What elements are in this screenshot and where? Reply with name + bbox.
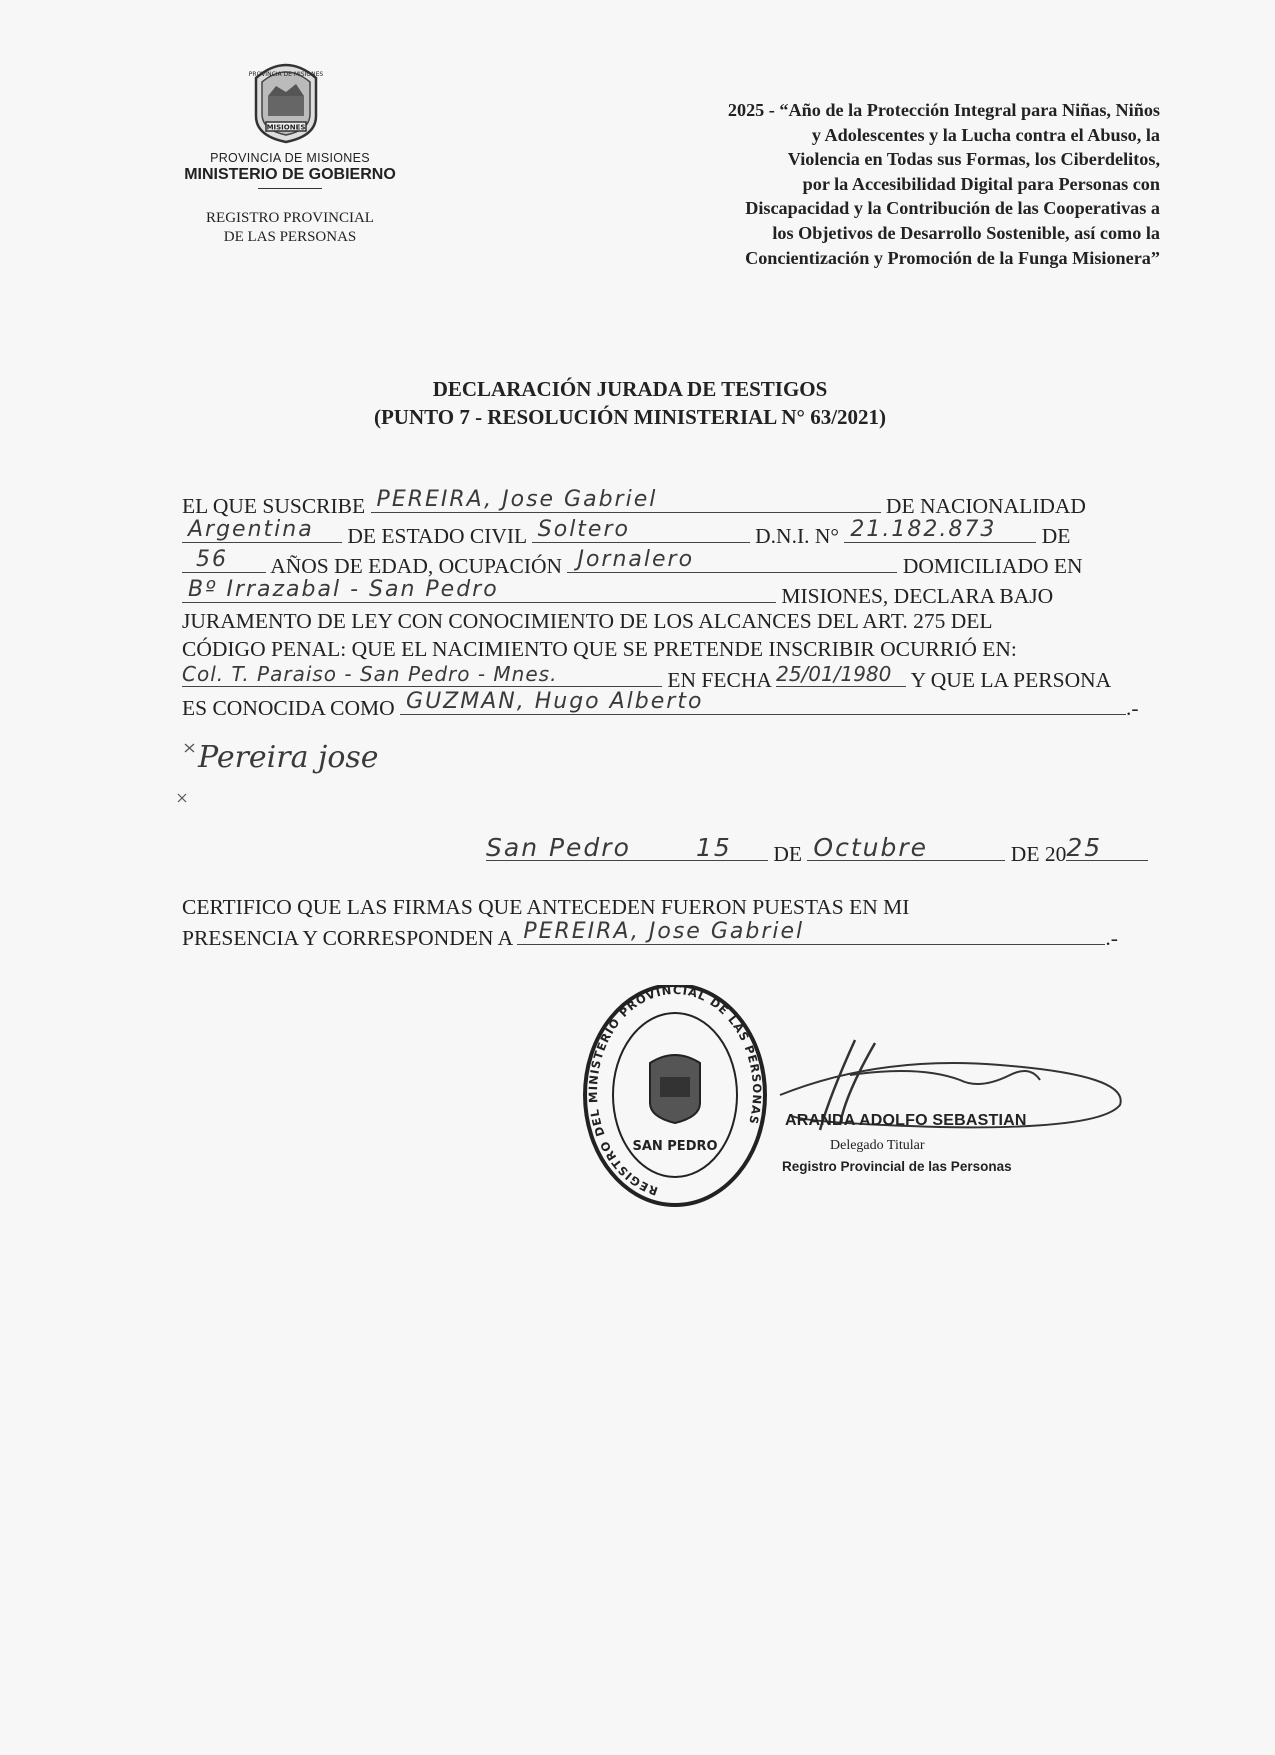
declares-label: MISIONES, DECLARA BAJO xyxy=(781,584,1054,608)
date-de-label: DE xyxy=(773,842,803,866)
registry-label-line2: DE LAS PERSONAS xyxy=(223,229,357,245)
birth-place-value: Col. T. Paraiso - San Pedro - Mnes. xyxy=(182,662,558,686)
signatory-organization: Registro Provincial de las Personas xyxy=(782,1159,1012,1174)
nationality-value: Argentina xyxy=(188,517,314,542)
birth-date-field xyxy=(776,662,906,687)
civil-status-label: DE ESTADO CIVIL xyxy=(347,524,527,548)
known-person-label: Y QUE LA PERSONA xyxy=(910,668,1112,692)
cert-name-field xyxy=(517,920,1105,945)
age-occupation-label: AÑOS DE EDAD, OCUPACIÓN xyxy=(270,554,563,578)
birth-place-field xyxy=(182,662,662,687)
divider xyxy=(258,188,322,189)
registry-label-line1: REGISTRO PROVINCIAL xyxy=(206,210,374,226)
official-stamp xyxy=(580,985,770,1215)
occupation-value: Jornalero xyxy=(577,547,695,572)
known-as-field xyxy=(400,690,1126,715)
birth-date-label: EN FECHA xyxy=(667,668,771,692)
known-as-label: ES CONOCIDA COMO xyxy=(182,696,395,720)
age-field xyxy=(182,548,266,573)
civil-status-value: Soltero xyxy=(537,517,630,542)
dni-field xyxy=(844,518,1036,543)
motto-line: Violencia en Todas sus Formas, los Ciberdelitos, xyxy=(787,149,1160,170)
motto-line: Concientización y Promoción de la Funga Misionera” xyxy=(745,247,1160,268)
document-subtitle: (PUNTO 7 - RESOLUCIÓN MINISTERIAL N° 63/2021) xyxy=(373,405,887,429)
address-value: Bº Irrazabal - San Pedro xyxy=(188,577,499,602)
birth-date-value: 25/01/1980 xyxy=(776,662,892,686)
motto-line: los Objetivos de Desarrollo Sostenible, así como la xyxy=(772,222,1160,243)
year-motto xyxy=(540,98,1160,270)
civil-status-field xyxy=(532,518,750,543)
occupation-field xyxy=(567,548,897,573)
province-label: PROVINCIA DE MISIONES xyxy=(210,151,370,165)
signatory-name: ARANDA ADOLFO SEBASTIAN xyxy=(785,1112,1027,1129)
stamp-crest-icon xyxy=(650,1055,700,1123)
day-value: 15 xyxy=(696,833,732,862)
dni-de-label: DE xyxy=(1041,524,1071,548)
form-line-1 xyxy=(182,488,1182,521)
form-line-8: ES CONOCIDA COMO GUZMAN, Hugo Alberto .- xyxy=(182,689,1139,720)
year-label: DE 20 xyxy=(1010,842,1067,866)
suscribe-label: EL QUE SUSCRIBE xyxy=(182,494,366,518)
age-value: 56 xyxy=(196,547,228,572)
certification-line-2: PRESENCIA Y CORRESPONDEN A PEREIRA, Jose Gabriel .- xyxy=(182,919,1118,950)
province-crest-icon xyxy=(246,56,326,144)
month-field xyxy=(807,833,1005,862)
stamp-city-text: SAN PEDRO xyxy=(632,1139,718,1154)
document-title: DECLARACIÓN JURADA DE TESTIGOS xyxy=(432,377,828,401)
witness-signature: Pereira jose xyxy=(198,740,379,775)
mark-icon xyxy=(176,790,192,806)
svg-text:MISIONES: MISIONES xyxy=(266,123,306,132)
dni-label: D.N.I. N° xyxy=(755,524,839,548)
year-value: 25 xyxy=(1066,833,1103,862)
dni-value: 21.182.873 xyxy=(850,517,997,542)
known-as-value: GUZMAN, Hugo Alberto xyxy=(406,689,704,714)
form-line-5: JURAMENTO DE LEY CON CONOCIMIENTO DE LOS ALCANCES DEL ART. 275 DEL xyxy=(182,609,993,633)
cert-name-value: PEREIRA, Jose Gabriel xyxy=(523,919,805,944)
ministry-label: MINISTERIO DE GOBIERNO xyxy=(184,166,396,183)
motto-line: y Adolescentes y la Lucha contra el Abuso, la xyxy=(811,124,1160,145)
year-field xyxy=(1066,833,1148,862)
nationality-field xyxy=(182,518,342,543)
crest-arc-text: PROVINCIA DE MISIONES xyxy=(248,71,324,78)
address-field xyxy=(182,578,776,603)
signatory-role: Delegado Titular xyxy=(830,1138,925,1153)
motto-line: 2025 - “Año de la Protección Integral para Niñas, Niños xyxy=(727,100,1160,120)
domicile-label: DOMICILIADO EN xyxy=(902,554,1083,578)
witness-name-value: PEREIRA, Jose Gabriel xyxy=(376,487,658,512)
place-value: San Pedro xyxy=(486,833,631,862)
motto-line: por la Accesibilidad Digital para Personas con xyxy=(802,173,1160,194)
cert-label: PRESENCIA Y CORRESPONDEN A xyxy=(182,926,512,950)
certification-line-1: CERTIFICO QUE LAS FIRMAS QUE ANTECEDEN FUERON PUESTAS EN MI xyxy=(182,895,910,919)
nationality-label: DE NACIONALIDAD xyxy=(885,494,1086,518)
stamp-ring-text: REGISTRO DEL MINISTERIO PROVINCIAL DE LAS PERSONAS xyxy=(585,985,765,1199)
motto-line: Discapacidad y la Contribución de las Cooperativas a xyxy=(745,198,1160,219)
month-value: Octubre xyxy=(813,833,929,862)
form-line-6: CÓDIGO PENAL: QUE EL NACIMIENTO QUE SE PRETENDE INSCRIBIR OCURRIÓ EN: xyxy=(182,637,1017,661)
place-day-field xyxy=(486,833,768,862)
place-date-line xyxy=(486,833,1275,869)
witness-name-field xyxy=(371,488,881,513)
